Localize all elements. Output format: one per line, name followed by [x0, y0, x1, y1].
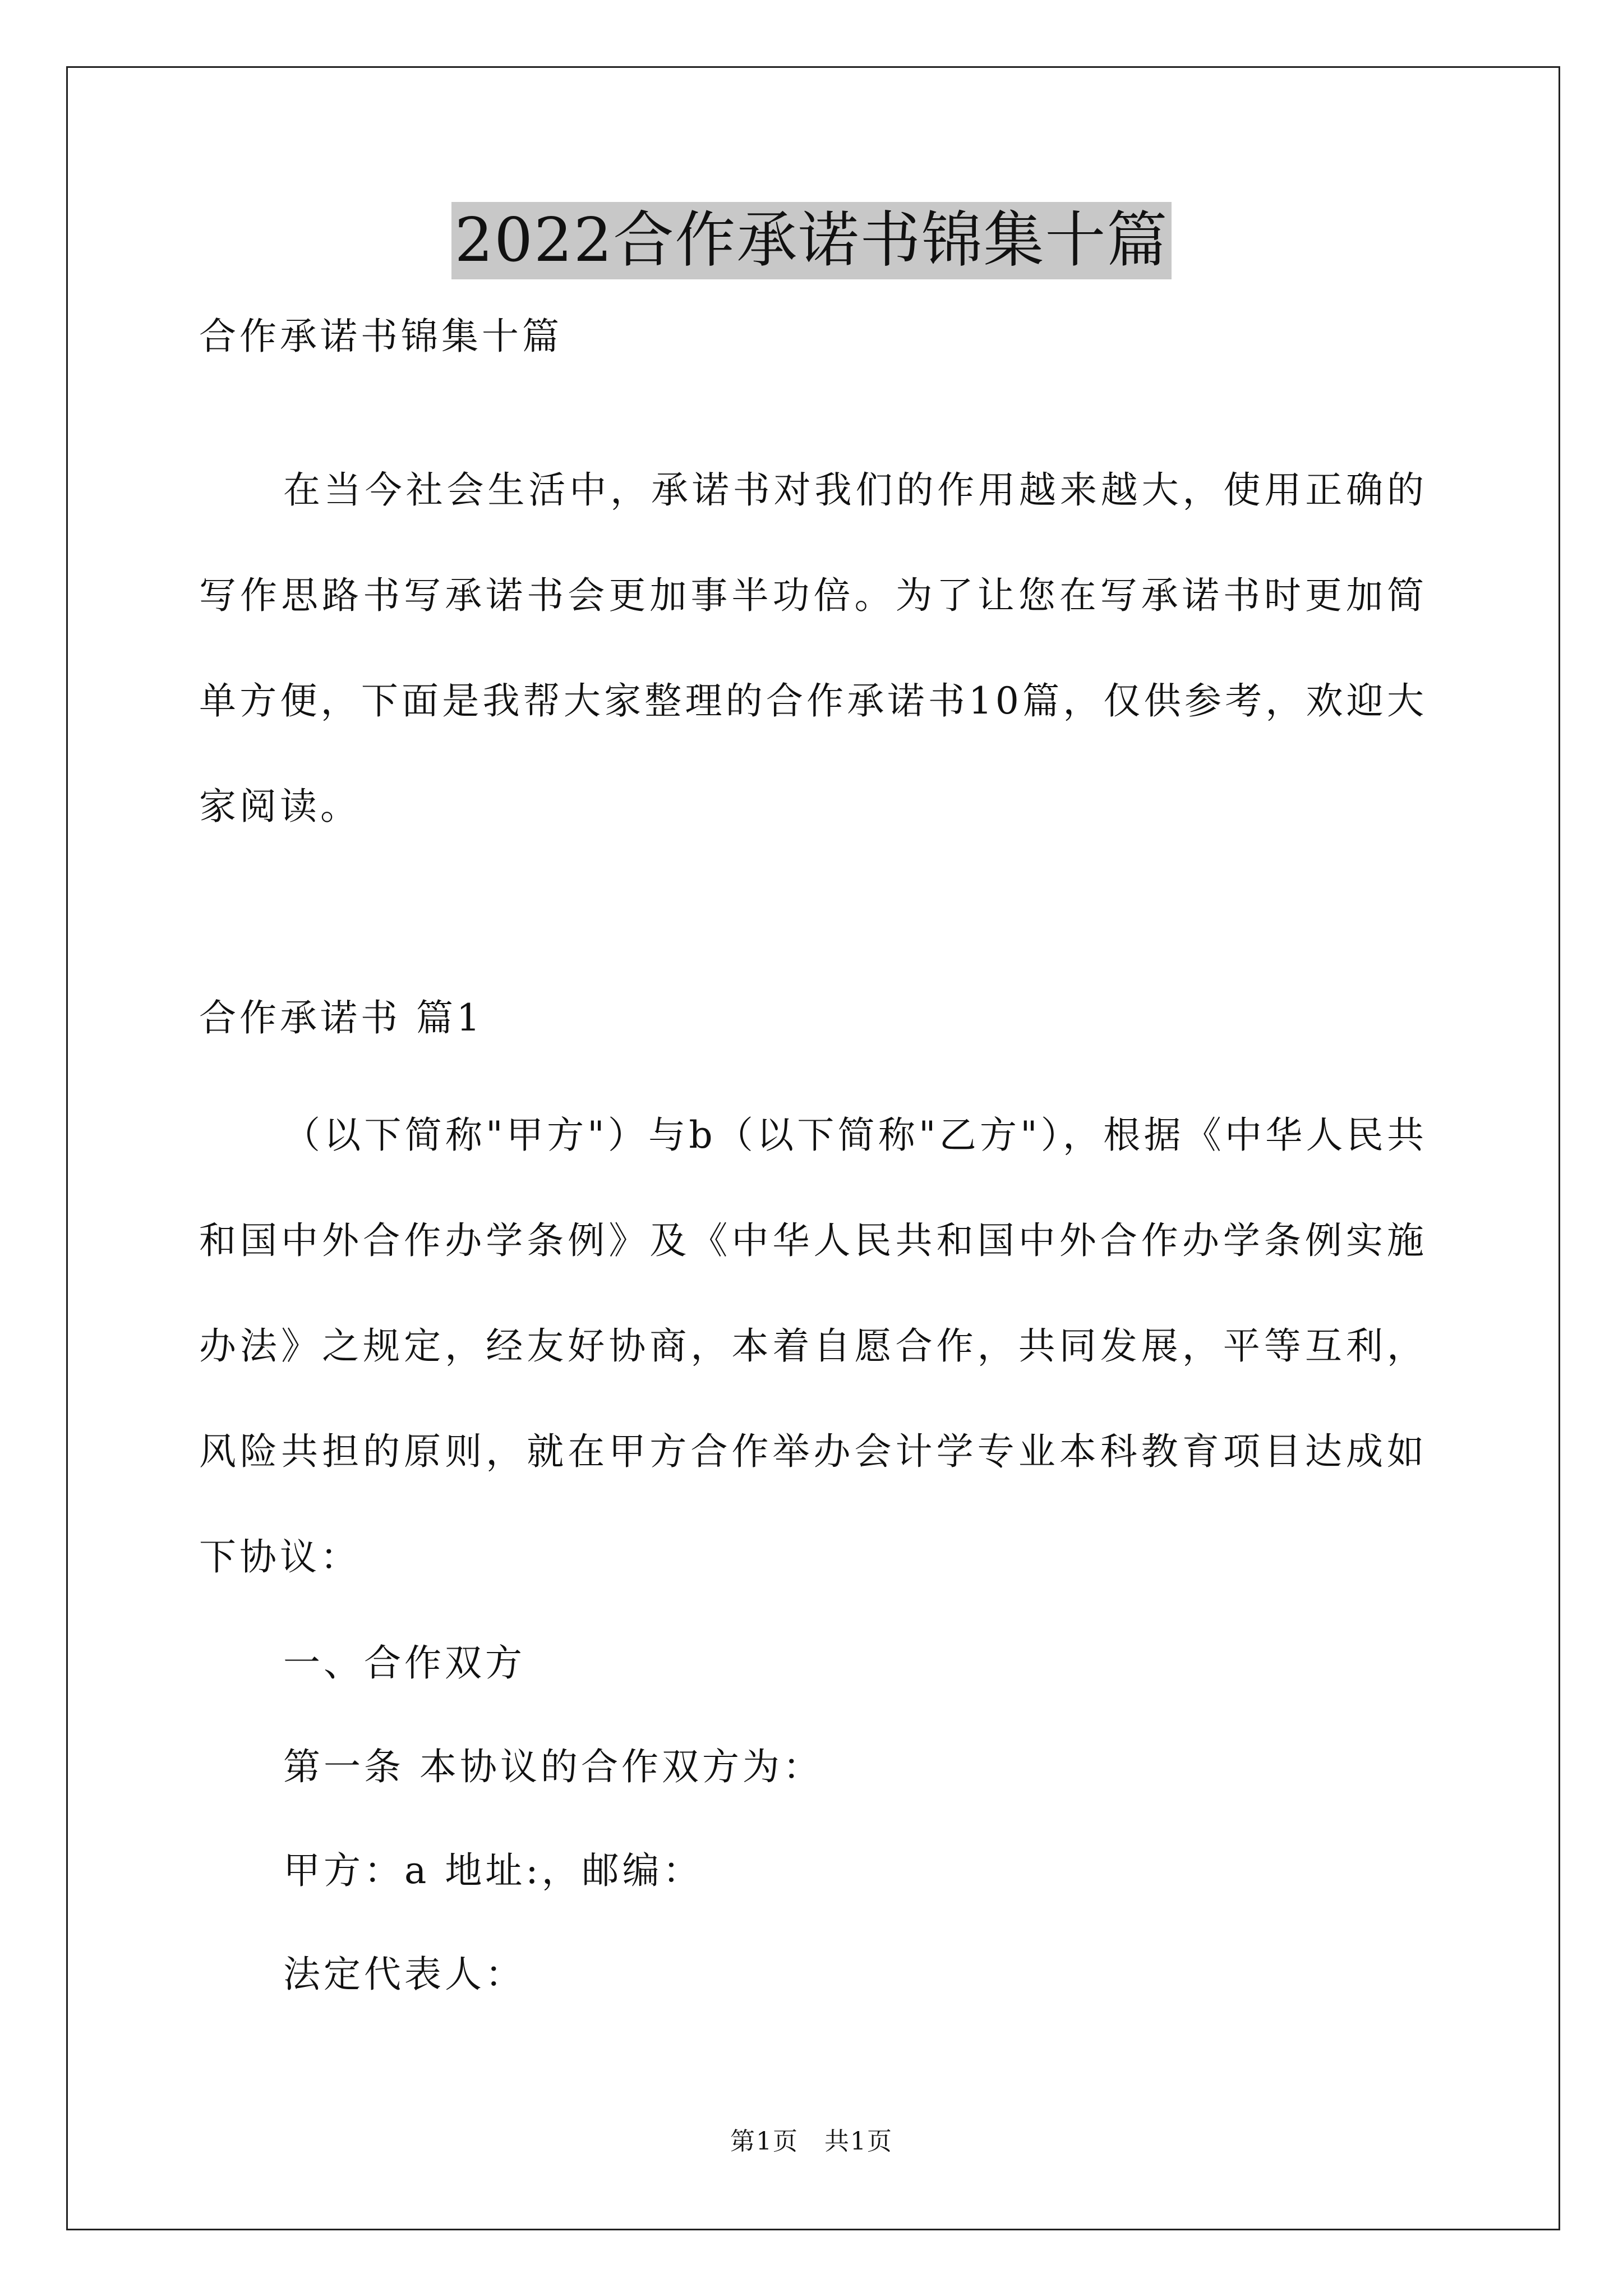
section-paragraph: （以下简称"甲方"）与b（以下简称"乙方"），根据《中华人民共和国中外合作办学条例》及《中华人民共和国中外合作办学条例实施办法》之规定，经友好协商，本着自愿合作，共同发展，平等互利，风险共担的原则，就在甲方合作举办会计学专业本科教育项目达成如下协议： — [199, 1114, 1427, 1579]
page-footer: 第1页 共1页 — [730, 2127, 893, 2156]
document-title: 2022合作承诺书锦集十篇 — [451, 202, 1172, 279]
title-container — [0, 202, 1623, 279]
article-line: 第一条 本协议的合作双方为： — [283, 1745, 823, 1788]
intro-paragraph: 在当今社会生活中，承诺书对我们的作用越来越大，使用正确的写作思路书写承诺书会更加事半功倍。为了让您在写承诺书时更加简单方便，下面是我帮大家整理的合作承诺书10篇，仅供参考，欢迎大家阅读。 — [199, 468, 1427, 828]
section-heading: 合作承诺书 篇1 — [199, 996, 483, 1039]
party-a-line: 甲方：a 地址:，邮编： — [283, 1849, 703, 1892]
chapter-heading: 一、合作双方 — [283, 1641, 525, 1685]
document-subtitle: 合作承诺书锦集十篇 — [199, 315, 562, 358]
legal-rep-line: 法定代表人： — [283, 1953, 525, 1996]
